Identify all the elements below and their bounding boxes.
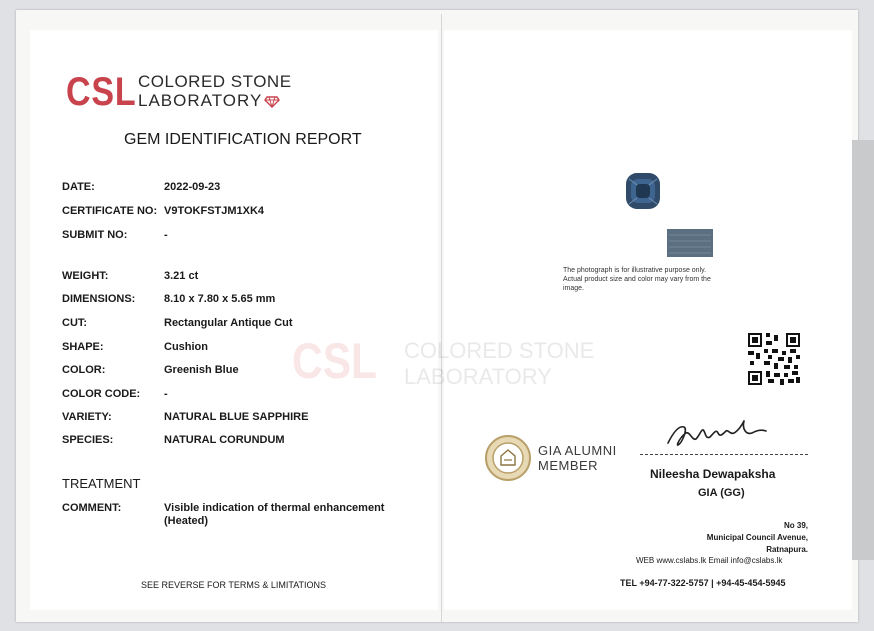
field-label: COLOR CODE: [62,388,141,400]
field-label: CERTIFICATE NO: [62,205,158,217]
field-label: CUT: [62,317,88,329]
field-value: 3.21 ct [164,270,199,282]
address-line3: Ratnapura. [766,545,808,554]
scale-bar-texture [667,229,713,257]
telephone-line: TEL +94-77-322-5757 | +94-45-454-5945 [620,578,786,588]
color-scale-bar [667,229,713,257]
field-value: NATURAL CORUNDUM [164,434,285,446]
logo-line2-text: LABORATORY [138,91,263,110]
terms-note: SEE REVERSE FOR TERMS & LIMITATIONS [141,580,327,590]
field-value: NATURAL BLUE SAPPHIRE [164,411,309,423]
gemologist-signature [662,413,782,453]
field-value: 8.10 x 7.80 x 5.65 mm [164,293,276,305]
field-label: VARIETY: [62,411,112,423]
watermark-line1: COLORED STONE [404,338,595,363]
gia-line1: GIA ALUMNI [538,443,617,458]
watermark-mark: CSL [292,333,377,389]
comment-line2: (Heated) [164,515,209,527]
comment-value [164,502,404,528]
field-label: SUBMIT NO: [62,229,128,241]
comment-line1: Visible indication of thermal enhancement [164,502,385,514]
web-email-line: WEB www.cslabs.lk Email info@cslabs.lk [636,556,783,565]
field-label: WEIGHT: [62,270,109,282]
field-value: 2022-09-23 [164,181,221,193]
qr-code [748,333,800,385]
gia-seal-icon [484,434,532,482]
field-label: SHAPE: [62,341,104,353]
comment-label: COMMENT: [62,502,122,514]
field-label: COLOR: [62,364,106,376]
field-label: DATE: [62,181,95,193]
logo-mark: CSL [66,70,137,114]
field-label: SPECIES: [62,434,114,446]
logo-line1: COLORED STONE [138,72,292,91]
field-value: Greenish Blue [164,364,239,376]
signer-name: Nileesha Dewapaksha [650,467,776,481]
field-value: - [164,229,168,241]
treatment-heading: TREATMENT [62,476,141,491]
field-value: - [164,388,168,400]
watermark-line2: LABORATORY [404,364,552,389]
photo-disclaimer: The photograph is for illustrative purpose only. Actual product size and color may vary from the image. [563,267,711,292]
fold-line [441,14,442,622]
gia-alumni-label [538,443,617,473]
field-label: DIMENSIONS: [62,293,136,305]
diamond-icon [264,96,280,108]
report-title: GEM IDENTIFICATION REPORT [124,131,362,148]
address-line2: Municipal Council Avenue, [706,533,808,542]
field-value: Rectangular Antique Cut [164,317,293,329]
signer-credential: GIA (GG) [698,487,745,499]
address-line1: No 39, [783,521,808,530]
field-value: V9TOKFSTJM1XK4 [164,205,265,217]
edge-shadow [852,140,874,560]
logo-line2 [138,91,280,111]
gia-line2: MEMBER [538,458,599,473]
field-value: Cushion [164,341,208,353]
gemstone-photo [623,171,663,211]
signature-line [640,454,808,455]
